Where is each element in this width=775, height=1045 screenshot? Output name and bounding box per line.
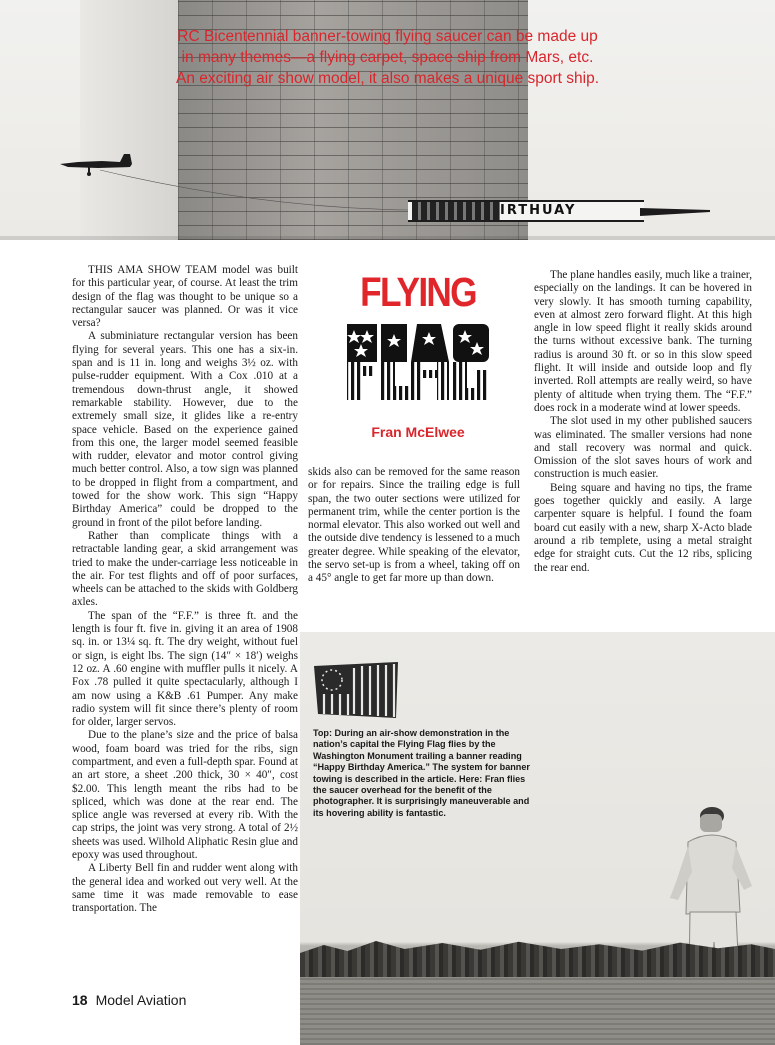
paragraph: The plane handles easily, much like a trainer, especially on the landings. It can be hovered in very slowly. It has smooth turning capability, even at almost zero forward flight. At this high angle in low speed flight it really skids around the turns without excessive bank. The turning radius is around 30 ft. or so in this slow speed flight. It will inside and outside loop and fly inverted. Roll attempts are really weird, so have plenty of altitude when trying them. The “F.F.” does rock in a moderate wind at lower speeds. <box>534 269 752 414</box>
top-photo-caption <box>0 26 775 89</box>
title-flying: FLYING <box>360 269 476 315</box>
banner-tail <box>640 206 710 218</box>
photo-caption: Top: During an air-show demonstration in the nation’s capital the Flying Flag flies by the Washington Monument trailing a banner reading “Happy Birthday America.” The system for banner towing is described in the article. Here: Fran flies the saucer overhead for the benefit of the photographer. It is surprisingly maneuverable and its hovering ability is fantastic. <box>313 728 530 818</box>
birthday-banner <box>408 200 644 222</box>
bottom-photo <box>300 632 775 1045</box>
title-block <box>322 270 514 440</box>
paragraph: skids also can be removed for the same reason or for repairs. Since the trailing edge is full span, the two outer sections were utilized for permanent trim, while the center portion is the normal elevator. This also worked out well and the outside dive tendency is lessened to a much greater degree. While speaking of the elevator, the servo set-up is from a wheel, taking off on a 45° angle to get far more up than down. <box>308 466 520 585</box>
grass-field <box>300 977 775 1045</box>
article-column-right <box>534 269 752 575</box>
banner-blurred-letters <box>412 202 500 220</box>
paragraph: THIS AMA SHOW TEAM model was built for this particular year, of course. At least the trim design of the flag was thought to be unique so a rectangular saucer was planned. Or was it vice versa? <box>72 264 298 330</box>
paragraph: Being square and having no tips, the frame goes together quickly and easily. A large carpenter square is helpful. I found the foam board cut easily with a new, sharp X-Acto blade around a rib templete, using a metal straight edge for straight cuts. Cut the 12 ribs, splicing the rear end. <box>534 481 752 574</box>
article-column-middle <box>308 466 520 586</box>
page-number: 18 <box>72 992 88 1008</box>
publication-name: Model Aviation <box>95 992 187 1008</box>
paragraph: The span of the “F.F.” is three ft. and the length is four ft. five in. giving it an area of 1908 sq. in. or 13¼ sq. ft. The dry weight, without fuel or sign, is eight lbs. The sign (14″ × 18′) weighs 12 oz. A .60 engine with muffler pulls it nicely. A Fox .78 pulled it quite spectacularly, although I am now using a K&B .61 Pumper. Any make radio system will fit since there’s plenty of room for older, larger servos. <box>72 609 298 729</box>
paragraph: The slot used in my other published saucers was eliminated. The smaller versions had none and stall recovery was normal and quick. Omission of the slot saves hours of work and construction is much easier. <box>534 415 752 481</box>
tow-line <box>100 168 420 214</box>
paragraph: Due to the plane’s size and the price of balsa wood, foam board was tried for the ribs, sign compartment, and even a full-depth spar. Found at an art store, a sheet .200 thick, 30 × 40″, cost $2.00. This length meant the ribs had to be spliced, which was done at the rear end. The splice angle was reversed at every rib. With the cap strips, the joint was very strong. A total of 2½ sheets was used. Wilhold Aliphatic Resin glue and epoxy was used throughout. <box>72 729 298 862</box>
banner-text: IRTHUAY <box>500 203 577 218</box>
caption-line-1: RC Bicentennial banner-towing flying saucer can be made up <box>177 28 598 45</box>
paragraph: A subminiature rectangular version has been flying for several years. This one has a six-in. span and is 11 in. long and weighs 3½ oz. with pulse-rudder equipment. With a Cox .010 at a tremendous down-thrust angle, it showed remarkable stability. However, due to the extremely small size, it glides like a re-entry space vehicle. Based on the experience gained from this one, the larger model seemed feasible with rudder, elevator and motor control giving much better control. Also, a tow sign was planned to be dropped in flight from a compartment, and towed for the show work. This sign “Happy Birthday America” could be dropped to the ground in front of the pilot before landing. <box>72 330 298 529</box>
title-flag-graphic <box>345 320 491 404</box>
photo-edge <box>0 236 775 240</box>
article-column-left <box>72 264 298 916</box>
flying-flag-saucer-image <box>310 660 402 722</box>
author-byline: Fran McElwee <box>371 424 465 440</box>
caption-line-2: in many themes—a flying carpet, space ship from Mars, etc. <box>181 49 594 66</box>
top-photo <box>0 0 775 240</box>
page-footer <box>72 992 186 1008</box>
paragraph: Rather than complicate things with a retractable landing gear, a skid arrangement was tried to make the under-carriage less noticeable in the air. For test flights and off of poor surfaces, wheels can be attached to the skids with Goldberg axles. <box>72 529 298 609</box>
caption-line-3: An exciting air show model, it also makes a unique sport ship. <box>175 70 600 87</box>
paragraph: A Liberty Bell fin and rudder went along with the general idea and worked out very well. At the same time it was made removable to ease transportation. The <box>72 862 298 915</box>
